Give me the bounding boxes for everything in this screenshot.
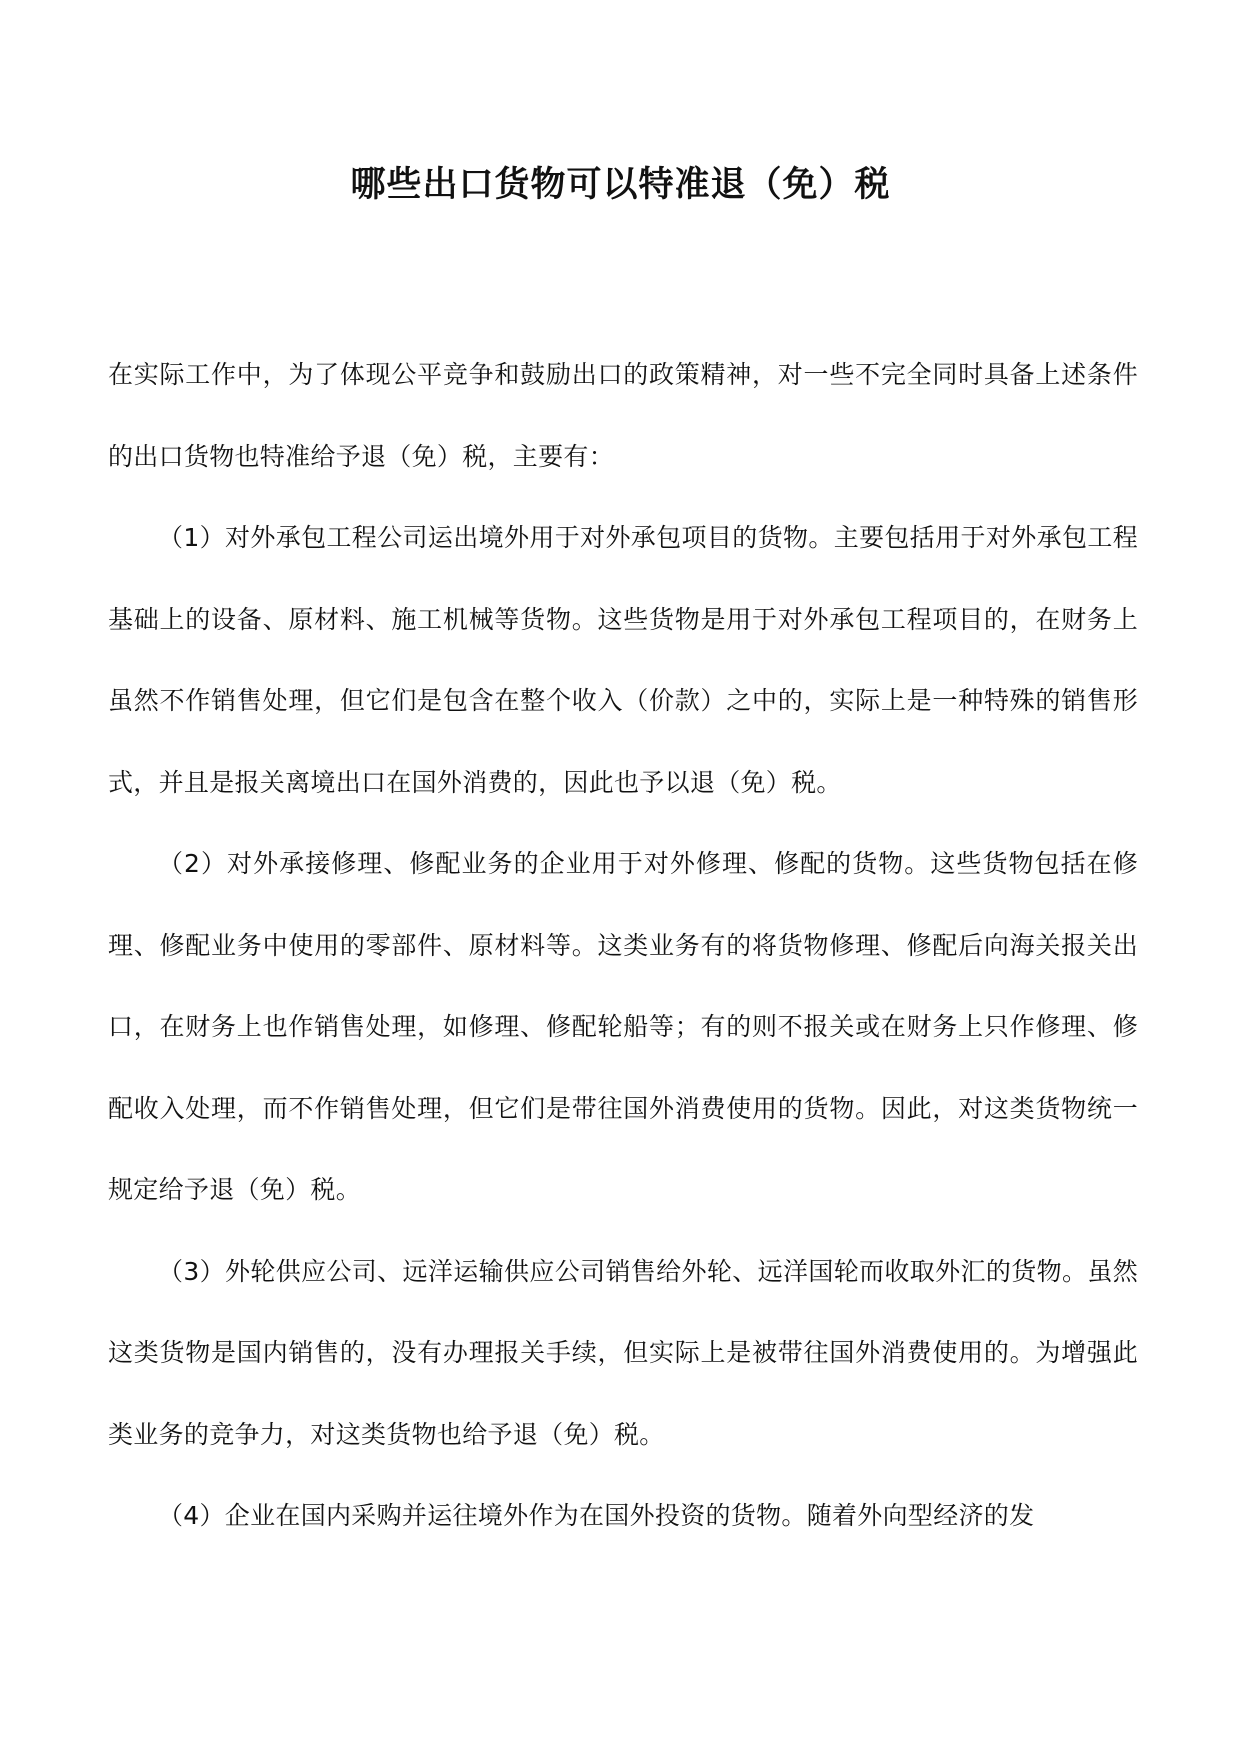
paragraph-item-3: （3）外轮供应公司、远洋运输供应公司销售给外轮、远洋国轮而收取外汇的货物。虽然这类货物是国内销售的，没有办理报关手续，但实际上是被带往国外消费使用的。为增强此类业务的竞争力，对这类货物也给予退（免）税。	[108, 1256, 1138, 1449]
intro-paragraph: 在实际工作中，为了体现公平竞争和鼓励出口的政策精神，对一些不完全同时具备上述条件的出口货物也特准给予退（免）税，主要有：	[108, 360, 1138, 471]
paragraph-item-2: （2）对外承接修理、修配业务的企业用于对外修理、修配的货物。这些货物包括在修理、修配业务中使用的零部件、原材料等。这类业务有的将货物修理、修配后向海关报关出口，在财务上也作销售处理，如修理、修配轮船等；有的则不报关或在财务上只作修理、修配收入处理，而不作销售处理，但它们是带往国外消费使用的货物。因此，对这类货物统一规定给予退（免）税。	[108, 849, 1138, 1204]
paragraph-item-1: （1）对外承包工程公司运出境外用于对外承包项目的货物。主要包括用于对外承包工程基础上的设备、原材料、施工机械等货物。这些货物是用于对外承包工程项目的，在财务上虽然不作销售处理，但它们是包含在整个收入（价款）之中的，实际上是一种特殊的销售形式，并且是报关离境出口在国外消费的，因此也予以退（免）税。	[108, 523, 1138, 797]
document-body	[108, 334, 1138, 1557]
paragraph-item-4: （4）企业在国内采购并运往境外作为在国外投资的货物。随着外向型经济的发	[158, 1501, 1035, 1530]
document-title: 哪些出口货物可以特准退（免）税	[350, 165, 891, 205]
